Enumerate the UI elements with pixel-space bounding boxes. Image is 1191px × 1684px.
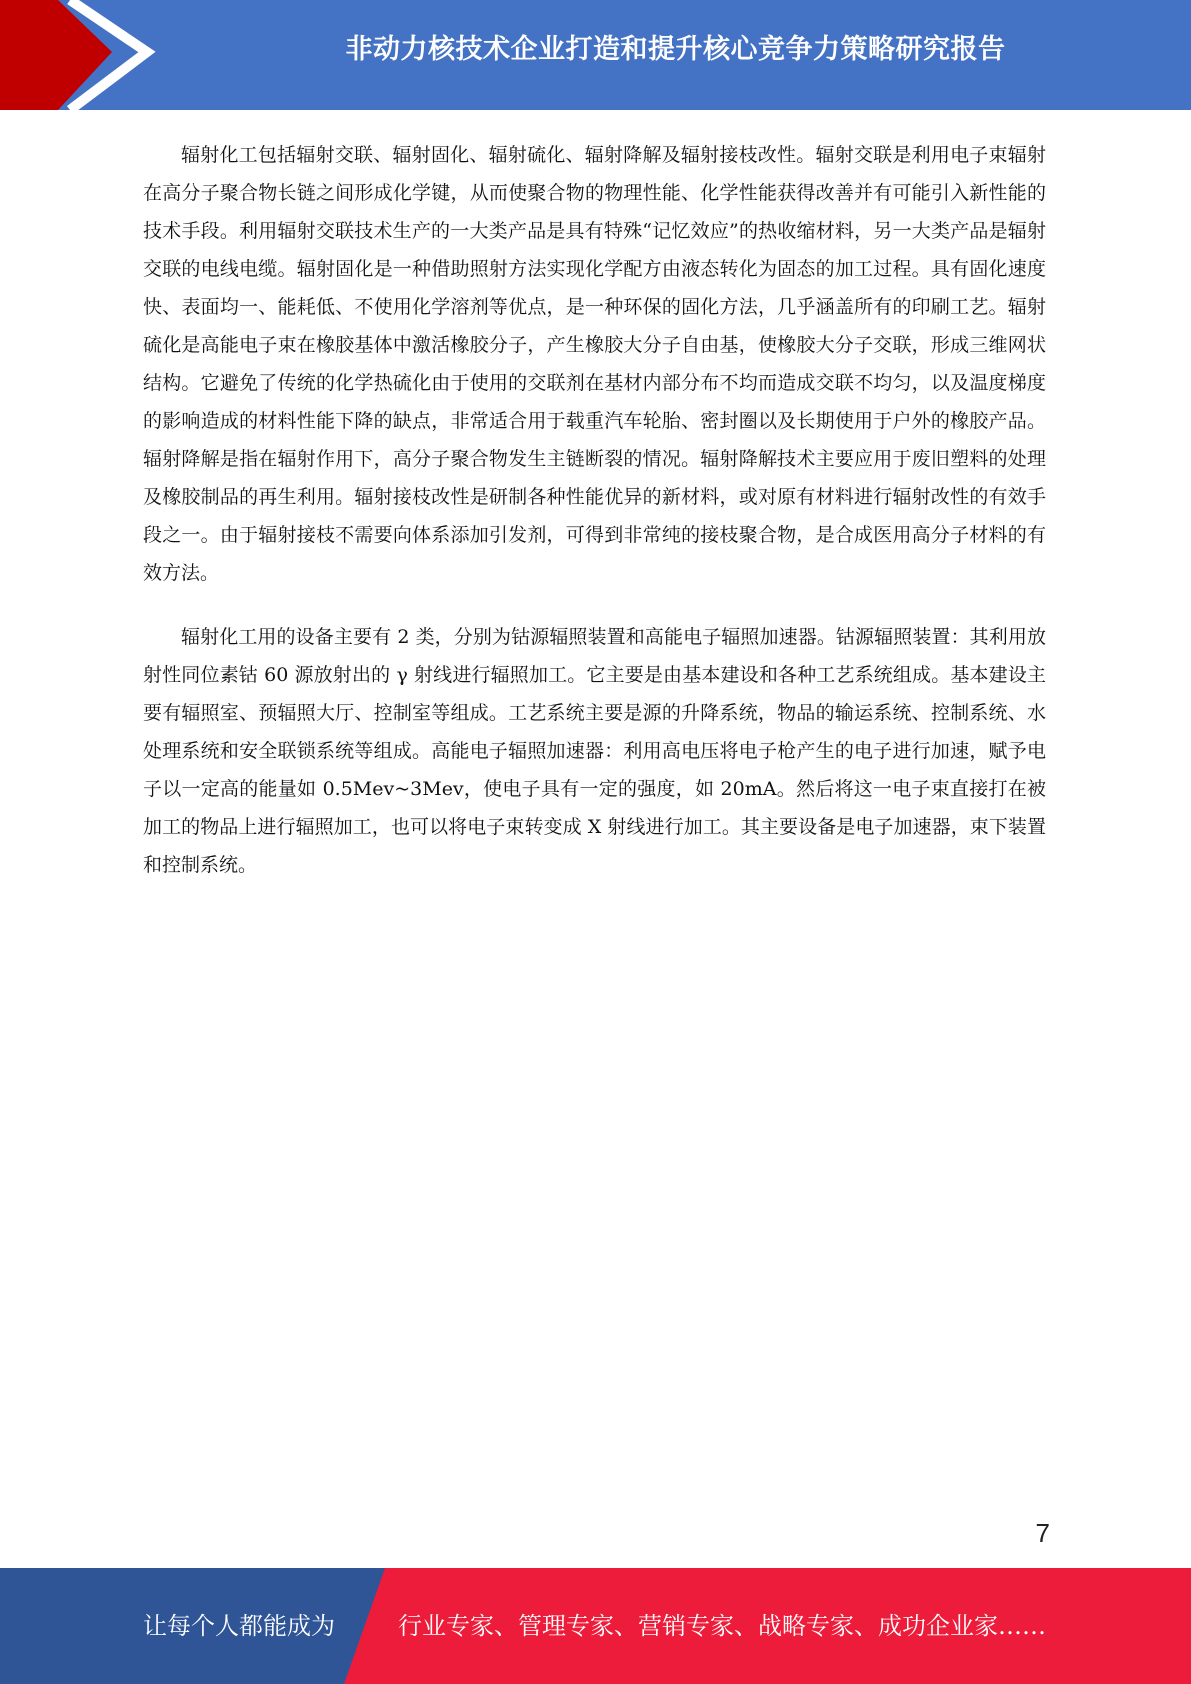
- paragraph-radiation-equipment: 辐射化工用的设备主要有 2 类，分别为钴源辐照装置和高能电子辐照加速器。钴源辐照装置：其利用放射性同位素钴 60 源放射出的 γ 射线进行辐照加工。它主要是由基本建设和各种工艺系统组成。基本建设主要有辐照室、预辐照大厅、控制室等组成。工艺系统主要是源的升降系统，物品的输运系统、控制系统、水处理系统和安全联锁系统等组成。高能电子辐照加速器：利用高电压将电子枪产生的电子进行加速，赋予电子以一定高的能量如 0.5Mev~3Mev，使电子具有一定的强度，如 20mA。然后将这一电子束直接打在被加工的物品上进行辐照加工，也可以将电子束转变成 X 射线进行加工。其主要设备是电子加速器，束下装置和控制系统。: [143, 626, 1046, 876]
- main-content: [143, 136, 1046, 910]
- page-number: 7: [1035, 1518, 1050, 1548]
- paragraph-radiation-chemistry: 辐射化工包括辐射交联、辐射固化、辐射硫化、辐射降解及辐射接枝改性。辐射交联是利用电子束辐射在高分子聚合物长链之间形成化学键，从而使聚合物的物理性能、化学性能获得改善并有可能引入新性能的技术手段。利用辐射交联技术生产的一大类产品是具有特殊“记忆效应”的热收缩材料，另一大类产品是辐射交联的电线电缆。辐射固化是一种借助照射方法实现化学配方由液态转化为固态的加工过程。具有固化速度快、表面均一、能耗低、不使用化学溶剂等优点，是一种环保的固化方法，几乎涵盖所有的印刷工艺。辐射硫化是高能电子束在橡胶基体中激活橡胶分子，产生橡胶大分子自由基，使橡胶大分子交联，形成三维网状结构。它避免了传统的化学热硫化由于使用的交联剂在基材内部分布不均而造成交联不均匀，以及温度梯度的影响造成的材料性能下降的缺点，非常适合用于载重汽车轮胎、密封圈以及长期使用于户外的橡胶产品。辐射降解是指在辐射作用下，高分子聚合物发生主链断裂的情况。辐射降解技术主要应用于废旧塑料的处理及橡胶制品的再生利用。辐射接枝改性是研制各种性能优异的新材料，或对原有材料进行辐射改性的有效手段之一。由于辐射接枝不需要向体系添加引发剂，可得到非常纯的接枝聚合物，是合成医用高分子材料的有效方法。: [143, 144, 1046, 584]
- footer-banner: [0, 1568, 1191, 1684]
- header-banner: [0, 0, 1191, 110]
- chevron-arrow-icon: [0, 0, 160, 110]
- footer-slogan-roles: 行业专家、管理专家、营销专家、战略专家、成功企业家……: [398, 1612, 1046, 1640]
- report-title: 非动力核技术企业打造和提升核心竞争力策略研究报告: [345, 34, 1006, 65]
- footer-slogan-lead: 让每个人都能成为: [143, 1612, 335, 1640]
